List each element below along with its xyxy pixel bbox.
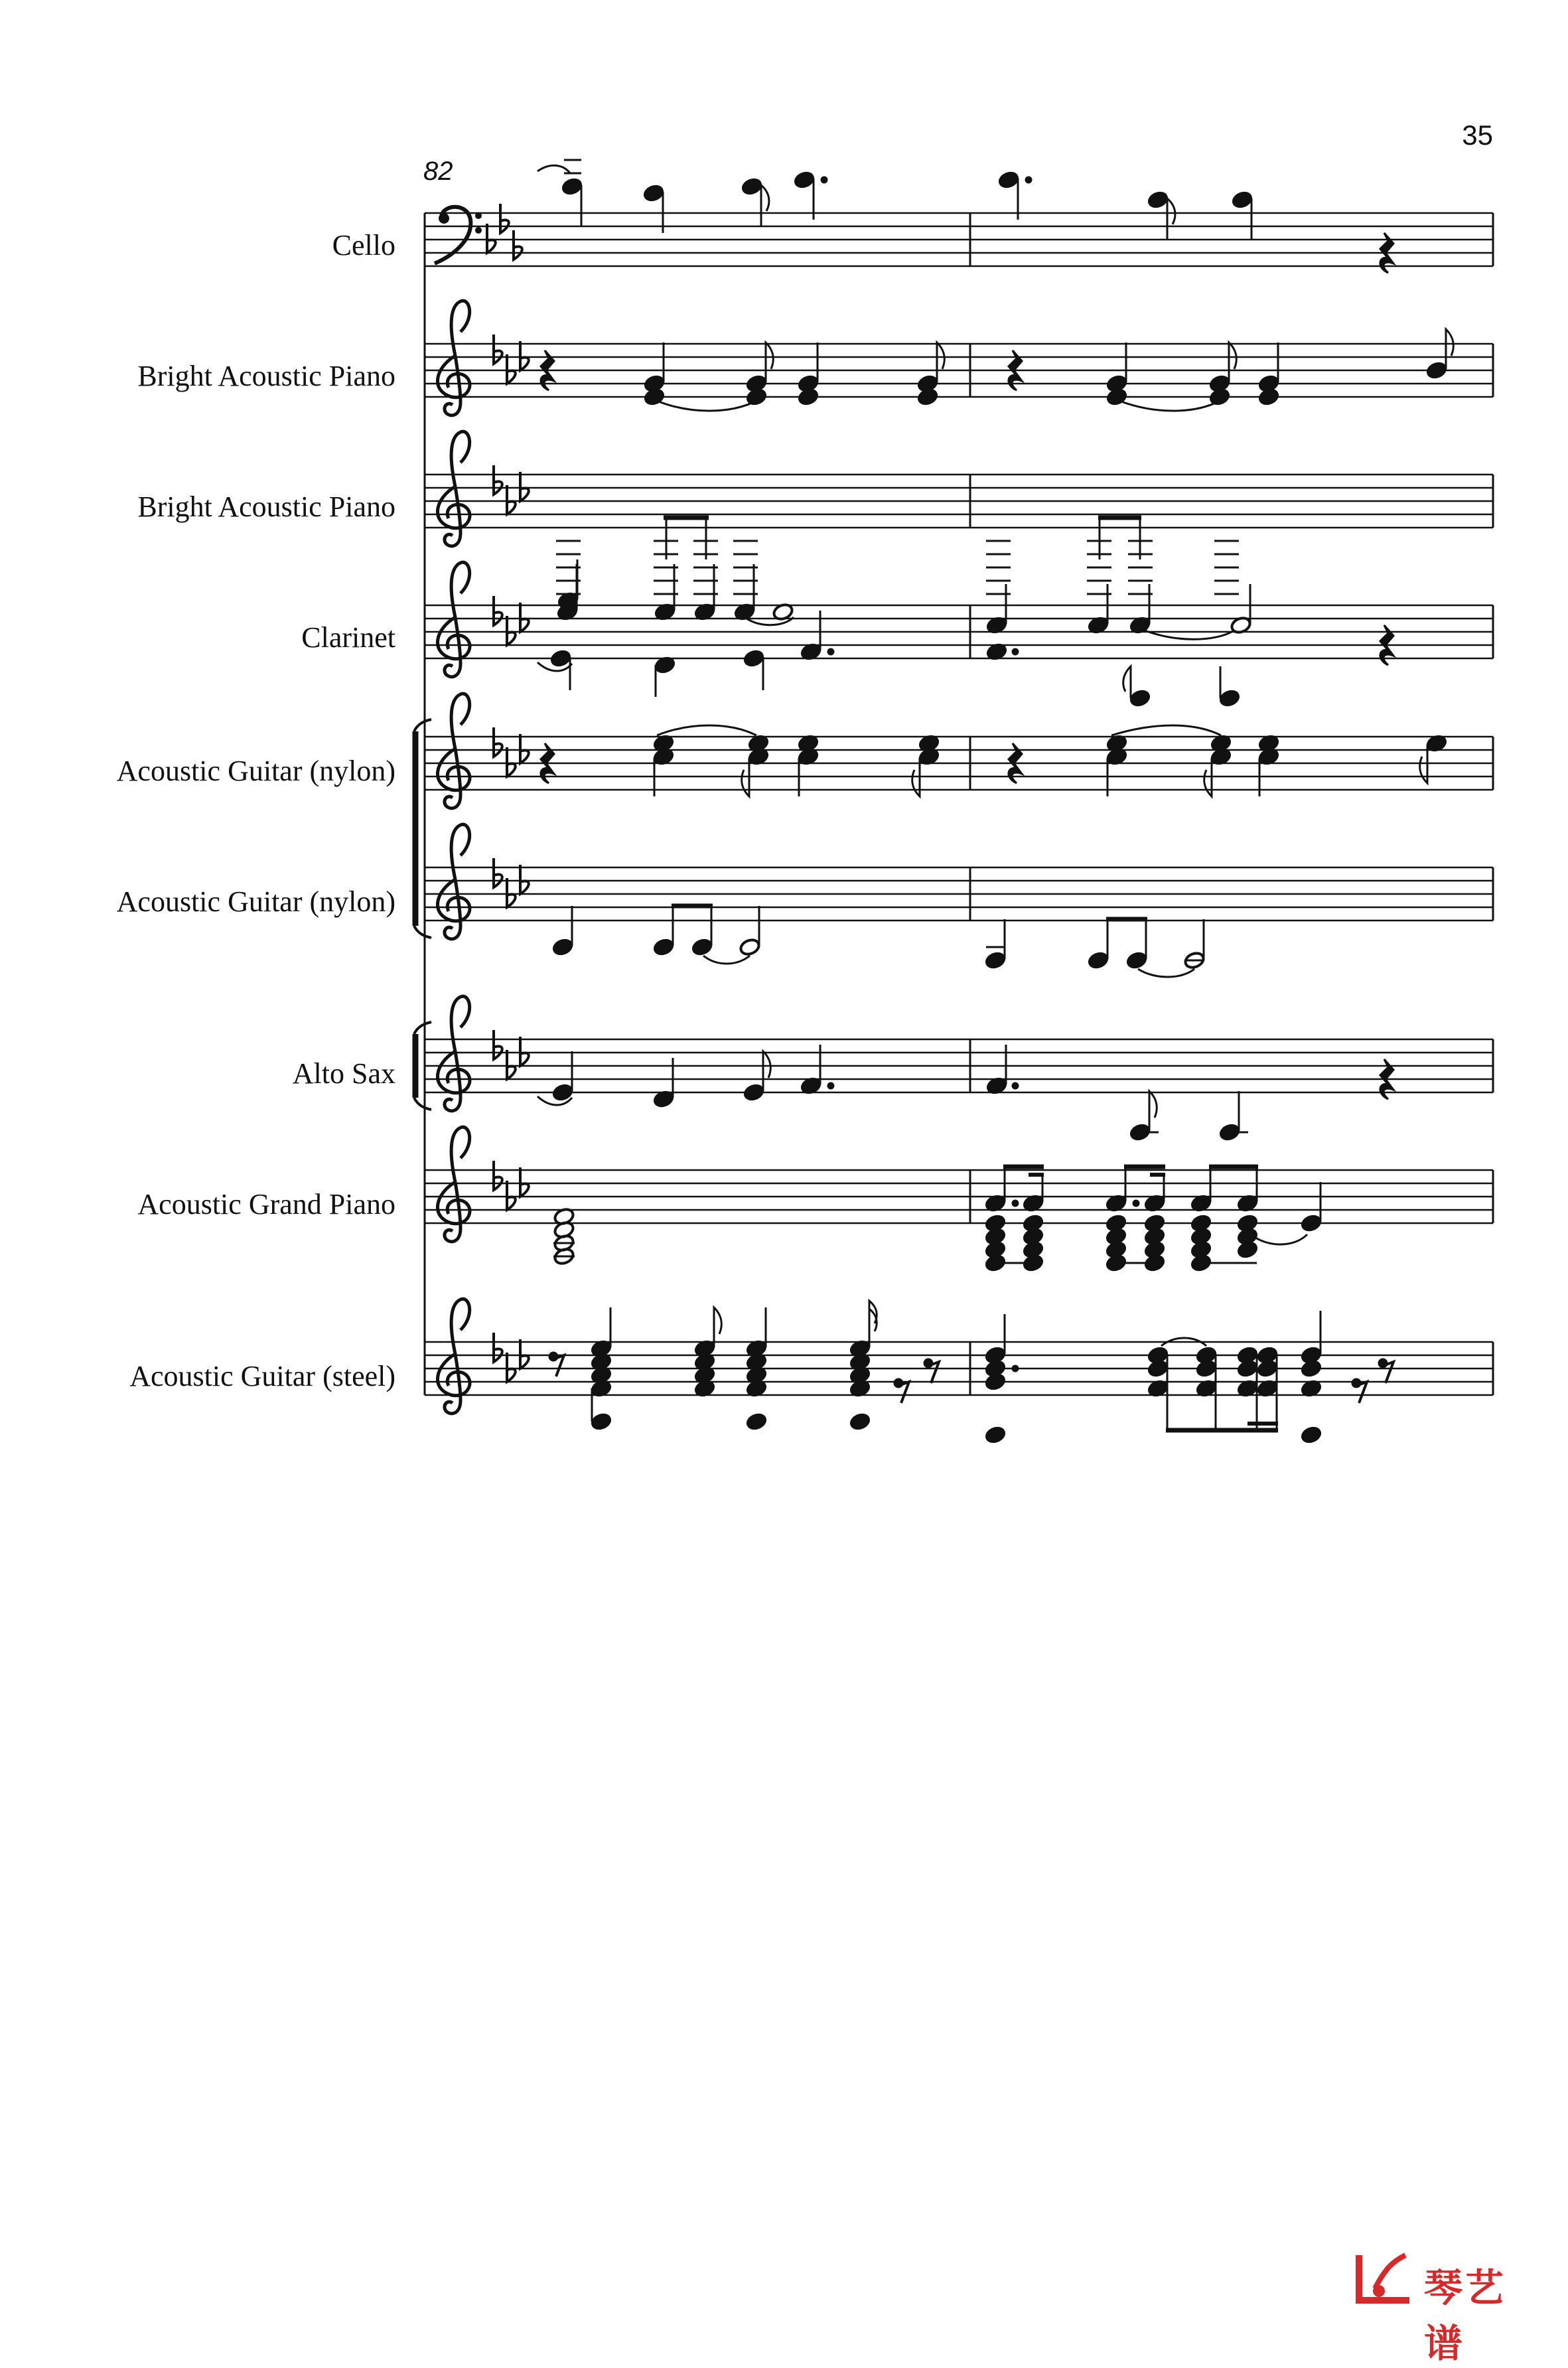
clefs <box>435 207 482 1414</box>
bright-piano-2-notes <box>556 518 1239 611</box>
barlines <box>425 213 1493 1395</box>
cello-notes <box>537 160 1393 273</box>
steel-guitar-notes <box>549 1301 1393 1445</box>
instrument-label-bright-piano-2: Bright Acoustic Piano <box>137 490 395 523</box>
site-logo <box>1346 2242 1545 2366</box>
clarinet-notes <box>537 564 1393 708</box>
instrument-label-bright-piano-1: Bright Acoustic Piano <box>137 360 395 392</box>
staff-lines <box>425 213 1493 1395</box>
measure-number: 82 <box>423 157 453 186</box>
logo-text: 琴艺谱 <box>1424 2265 1507 2366</box>
key-signatures <box>487 204 529 1382</box>
instrument-label-steel-guitar: Acoustic Guitar (steel) <box>129 1360 395 1392</box>
instrument-label-clarinet: Clarinet <box>301 621 395 654</box>
instrument-label-nylon-guitar-2: Acoustic Guitar (nylon) <box>116 885 395 918</box>
brackets <box>414 719 431 1110</box>
nylon-guitar-2-notes <box>551 906 1205 977</box>
instrument-label-nylon-guitar-1: Acoustic Guitar (nylon) <box>116 755 395 787</box>
page-number: 35 <box>1462 119 1493 151</box>
music-note-logo-icon <box>1346 2242 1419 2315</box>
instrument-label-grand-piano: Acoustic Grand Piano <box>137 1188 395 1221</box>
instrument-label-cello: Cello <box>332 229 395 261</box>
instrument-label-alto-sax: Alto Sax <box>292 1057 395 1090</box>
alto-sax-notes <box>537 1045 1393 1142</box>
